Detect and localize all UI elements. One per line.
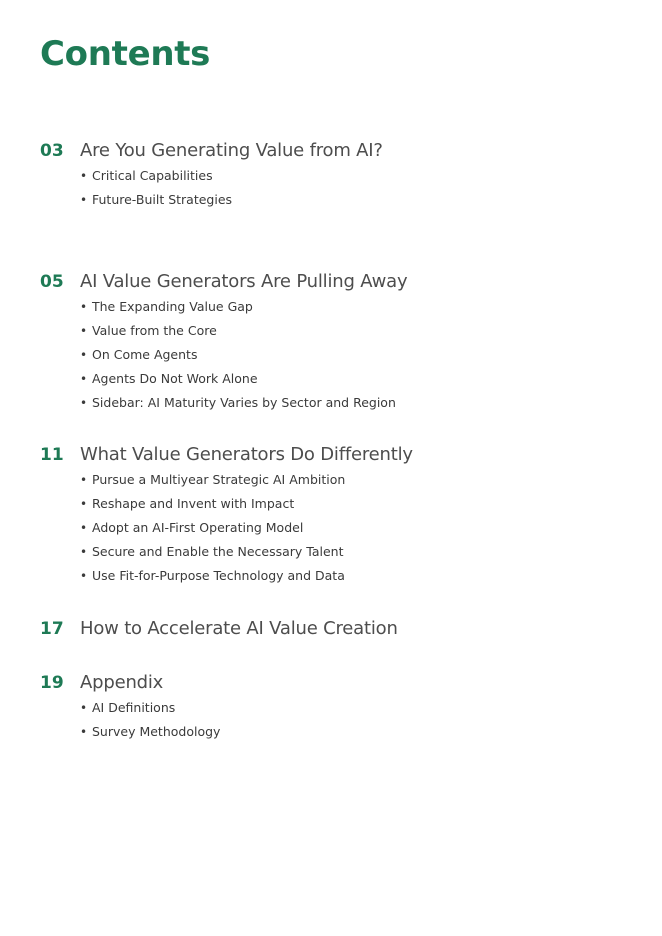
bullet-icon: •: [80, 324, 88, 338]
section-heading[interactable]: [40, 618, 640, 646]
subsection-label: Value from the Core: [92, 323, 217, 338]
toc-section-17[interactable]: [40, 618, 640, 646]
section-title[interactable]: AI Value Generators Are Pulling Away: [80, 271, 408, 292]
subsection-item[interactable]: [80, 568, 640, 592]
subsection-label: Survey Methodology: [92, 724, 221, 739]
bullet-icon: •: [80, 372, 88, 386]
subsection-list: [40, 168, 640, 216]
section-number: 19: [40, 673, 64, 693]
subsection-item[interactable]: [80, 192, 640, 216]
bullet-icon: •: [80, 725, 88, 739]
subsection-label: Reshape and Invent with Impact: [92, 496, 295, 511]
subsection-label: Future-Built Strategies: [92, 192, 233, 207]
bullet-icon: •: [80, 569, 88, 583]
page-title: Contents: [40, 34, 211, 74]
subsection-item[interactable]: [80, 371, 640, 395]
toc-section-05[interactable]: [40, 271, 640, 419]
bullet-icon: •: [80, 396, 88, 410]
section-heading[interactable]: [40, 444, 640, 472]
section-number: 05: [40, 272, 64, 292]
subsection-item[interactable]: [80, 347, 640, 371]
subsection-label: Adopt an AI-First Operating Model: [92, 520, 304, 535]
bullet-icon: •: [80, 701, 88, 715]
section-number: 17: [40, 619, 64, 639]
subsection-item[interactable]: [80, 724, 640, 748]
subsection-label: AI Definitions: [92, 700, 176, 715]
subsection-list: [40, 700, 640, 748]
bullet-icon: •: [80, 521, 88, 535]
section-heading[interactable]: [40, 271, 640, 299]
bullet-icon: •: [80, 193, 88, 207]
subsection-item[interactable]: [80, 520, 640, 544]
subsection-label: The Expanding Value Gap: [92, 299, 253, 314]
section-heading[interactable]: [40, 140, 640, 168]
subsection-item[interactable]: [80, 168, 640, 192]
bullet-icon: •: [80, 348, 88, 362]
subsection-list: [40, 299, 640, 419]
subsection-item[interactable]: [80, 496, 640, 520]
subsection-item[interactable]: [80, 299, 640, 323]
bullet-icon: •: [80, 300, 88, 314]
section-title[interactable]: What Value Generators Do Differently: [80, 444, 413, 465]
section-title[interactable]: Appendix: [80, 672, 164, 693]
toc-section-11[interactable]: [40, 444, 640, 592]
bullet-icon: •: [80, 497, 88, 511]
subsection-list: [40, 472, 640, 592]
subsection-label: Sidebar: AI Maturity Varies by Sector and Region: [92, 395, 396, 410]
section-title[interactable]: Are You Generating Value from AI?: [80, 140, 383, 161]
subsection-label: Critical Capabilities: [92, 168, 213, 183]
section-number: 11: [40, 445, 64, 465]
bullet-icon: •: [80, 473, 88, 487]
table-of-contents: [40, 140, 640, 748]
subsection-item[interactable]: [80, 323, 640, 347]
subsection-label: Agents Do Not Work Alone: [92, 371, 258, 386]
section-title[interactable]: How to Accelerate AI Value Creation: [80, 618, 398, 639]
bullet-icon: •: [80, 545, 88, 559]
toc-section-03[interactable]: [40, 140, 640, 216]
subsection-label: Pursue a Multiyear Strategic AI Ambition: [92, 472, 346, 487]
bullet-icon: •: [80, 169, 88, 183]
subsection-label: Use Fit-for-Purpose Technology and Data: [92, 568, 345, 583]
subsection-item[interactable]: [80, 472, 640, 496]
section-number: 03: [40, 141, 64, 161]
subsection-item[interactable]: [80, 700, 640, 724]
section-heading[interactable]: [40, 672, 640, 700]
subsection-item[interactable]: [80, 544, 640, 568]
subsection-label: Secure and Enable the Necessary Talent: [92, 544, 344, 559]
toc-section-19[interactable]: [40, 672, 640, 748]
subsection-label: On Come Agents: [92, 347, 198, 362]
subsection-item[interactable]: [80, 395, 640, 419]
